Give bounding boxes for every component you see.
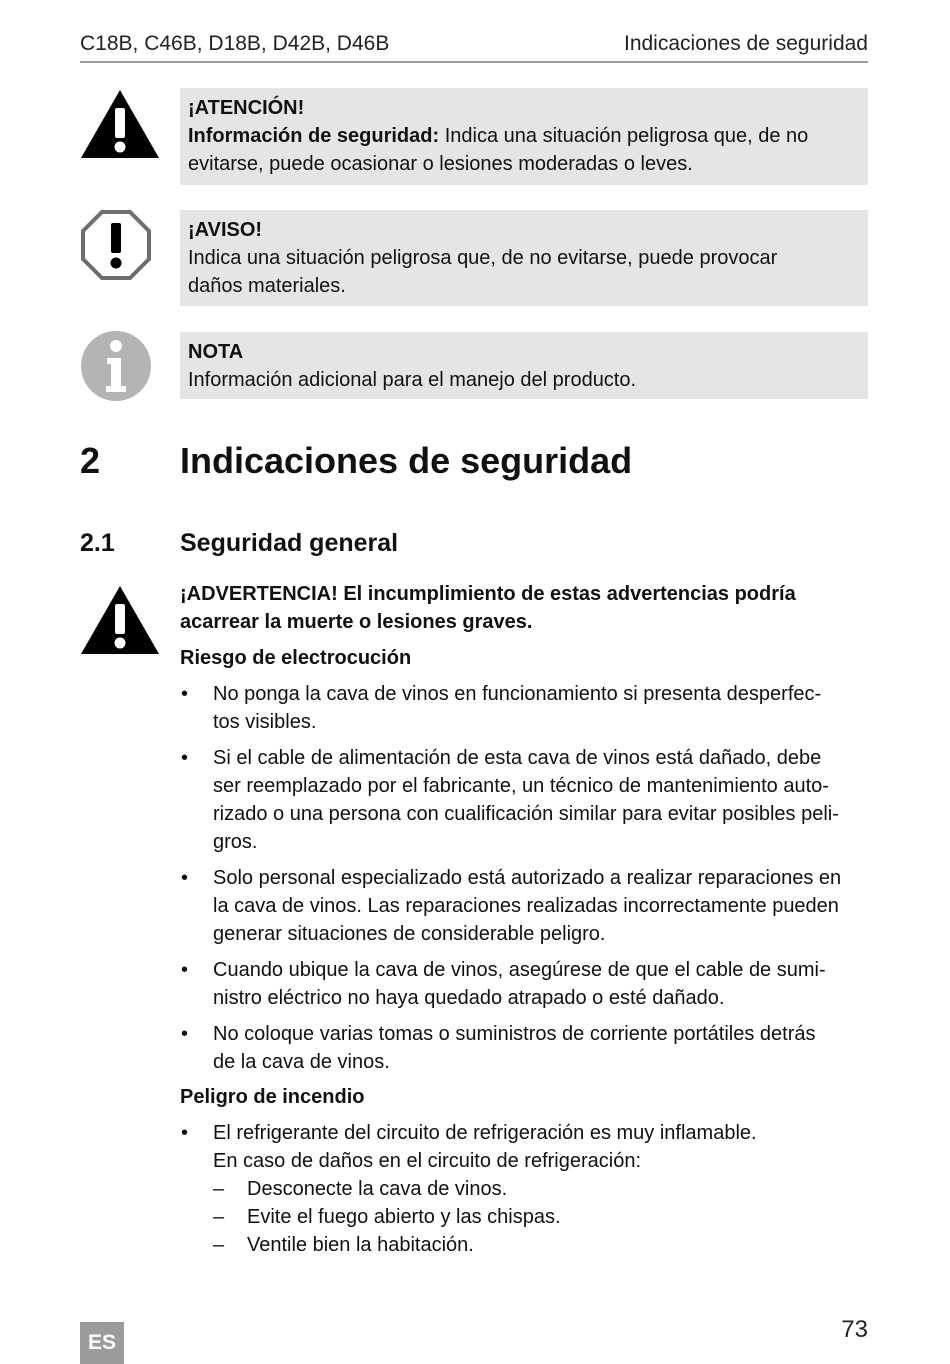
notice-atencion-line1: Información de seguridad: Indica una situación peligrosa que, de no	[188, 125, 809, 147]
list-item	[213, 956, 873, 1012]
sub-list-item: Evite el fuego abierto y las chispas.	[247, 1206, 561, 1228]
sub-list-item: Desconecte la cava de vinos.	[247, 1178, 508, 1200]
notice-aviso	[180, 210, 868, 306]
list-item-line: de la cava de vinos.	[213, 1051, 390, 1073]
list-item-line: Si el cable de alimentación de esta cava de vinos está dañado, debe	[213, 747, 822, 769]
warning-triangle-icon	[80, 584, 160, 656]
notice-atencion-line2: evitarse, puede ocasionar o lesiones moderadas o leves.	[188, 153, 693, 175]
warning-triangle-icon	[80, 88, 160, 160]
bullet-marker: •	[181, 747, 189, 769]
bullet-marker: •	[181, 1023, 189, 1045]
list-item	[213, 1119, 873, 1175]
list-item-line: No coloque varias tomas o suministros de corriente portátiles detrás	[213, 1023, 816, 1045]
list-item-line: la cava de vinos. Las reparaciones realizadas incorrectamente pueden	[213, 895, 839, 917]
list-item-line: Cuando ubique la cava de vinos, asegúrese de que el cable de sumi-	[213, 959, 826, 981]
bullet-marker: •	[181, 867, 189, 889]
list-item	[213, 680, 873, 736]
notice-atencion-title: ¡ATENCIÓN!	[188, 97, 305, 119]
list-item-line: El refrigerante del circuito de refrigeración es muy inflamable.	[213, 1122, 757, 1144]
list-item-line: rizado o una persona con cualificación similar para evitar posibles peli-	[213, 803, 839, 825]
chapter-title: Indicaciones de seguridad	[180, 440, 633, 481]
list-item-line: gros.	[213, 831, 258, 853]
section-title: Seguridad general	[180, 529, 399, 557]
header-rule	[80, 61, 868, 63]
header-section: Indicaciones de seguridad	[623, 32, 868, 55]
warning-lead	[180, 580, 880, 636]
warning-line2: acarrear la muerte o lesiones graves.	[180, 611, 533, 633]
notice-nota-title: NOTA	[188, 341, 244, 363]
list-item	[213, 864, 873, 948]
sub-list-item: Ventile bien la habitación.	[247, 1234, 474, 1256]
notice-aviso-title: ¡AVISO!	[188, 219, 263, 241]
list-item-line: nistro eléctrico no haya quedado atrapado o esté dañado.	[213, 987, 725, 1009]
list-item-line: Solo personal especializado está autorizado a realizar reparaciones en	[213, 867, 842, 889]
page-number: 73	[841, 1316, 868, 1343]
header-models: C18B, C46B, D18B, D42B, D46B	[80, 32, 390, 55]
bullet-marker: •	[181, 959, 189, 981]
list-item	[213, 744, 873, 856]
list-item-line: No ponga la cava de vinos en funcionamiento si presenta desperfec-	[213, 683, 822, 705]
chapter-number: 2	[80, 440, 101, 481]
warning-line1: ¡ADVERTENCIA! El incumplimiento de estas advertencias podría	[180, 583, 796, 605]
dash-marker: –	[213, 1234, 225, 1256]
notice-aviso-line1: Indica una situación peligrosa que, de no evitarse, puede provocar	[188, 247, 778, 269]
dash-marker: –	[213, 1206, 225, 1228]
fire-heading: Peligro de incendio	[180, 1086, 365, 1108]
list-item-line: ser reemplazado por el fabricante, un técnico de mantenimiento auto-	[213, 775, 829, 797]
notice-nota-line1: Información adicional para el manejo del producto.	[188, 369, 637, 391]
notice-octagon-icon	[80, 209, 152, 281]
language-badge: ES	[80, 1322, 124, 1364]
notice-nota	[180, 332, 868, 399]
notice-atencion	[180, 88, 868, 185]
bullet-marker: •	[181, 683, 189, 705]
list-item-line: tos visibles.	[213, 711, 317, 733]
notice-aviso-line2: daños materiales.	[188, 275, 346, 297]
section-number: 2.1	[80, 529, 115, 557]
bullet-marker: •	[181, 1122, 189, 1144]
dash-marker: –	[213, 1178, 225, 1200]
electrocution-heading: Riesgo de electrocución	[180, 647, 412, 669]
info-circle-icon	[80, 330, 152, 402]
list-item-line: generar situaciones de considerable peligro.	[213, 923, 606, 945]
list-item	[213, 1020, 873, 1076]
list-item-line: En caso de daños en el circuito de refrigeración:	[213, 1150, 642, 1172]
